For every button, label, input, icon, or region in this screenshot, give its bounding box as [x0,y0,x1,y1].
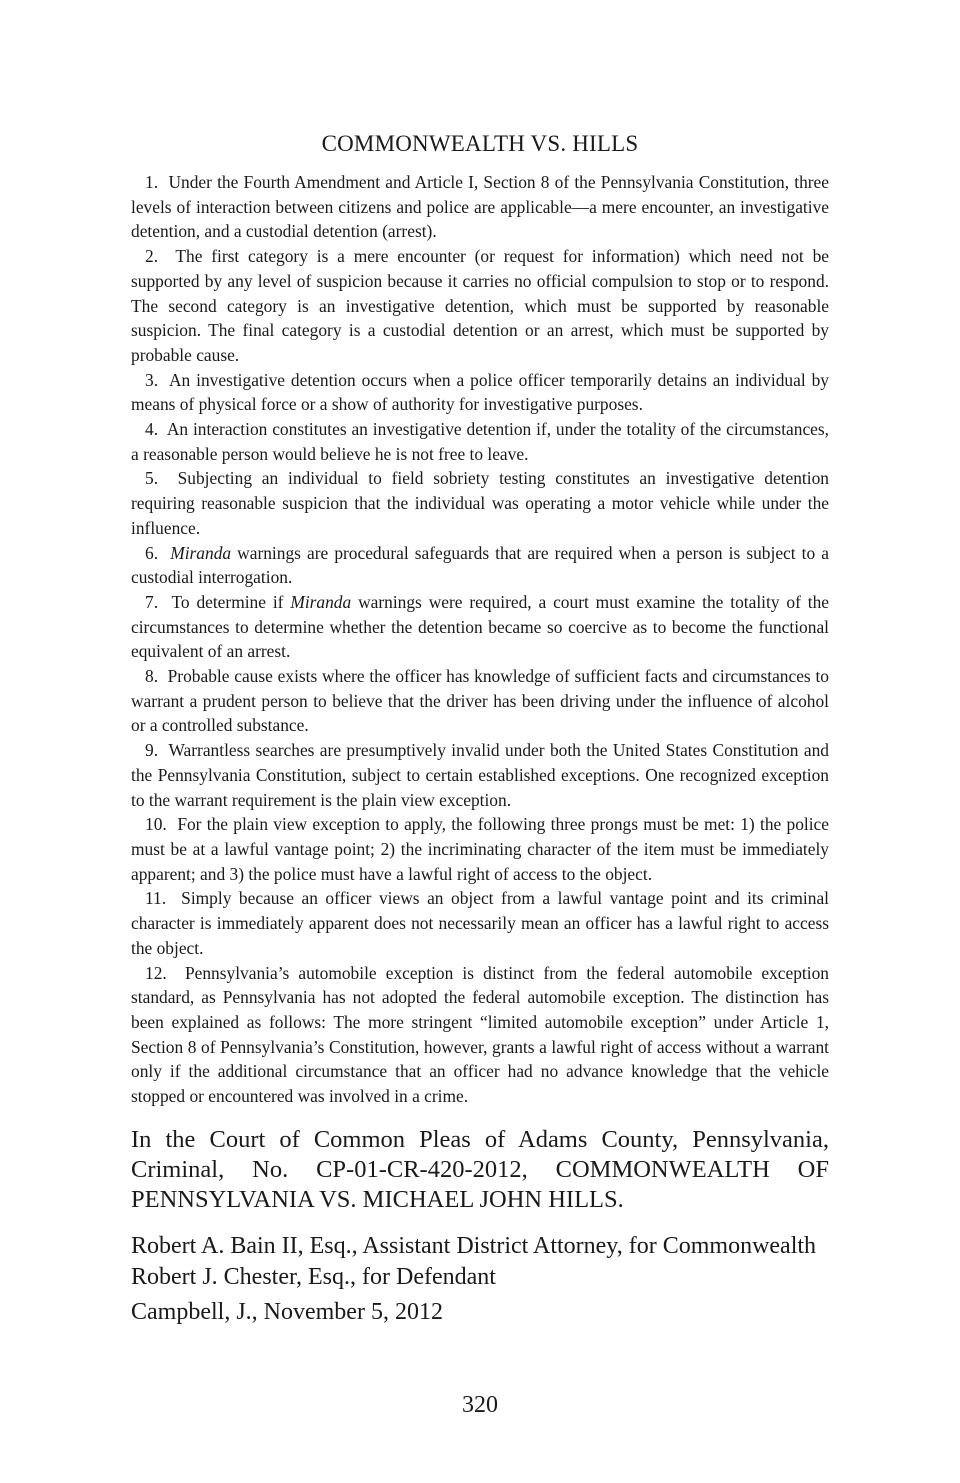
headnote [131,541,829,590]
headnote-text: warnings were required, a court must examine the totality of the circumstances to determine whether the detention became so coercive as to become the functional equivalent of an arrest. [131,591,829,662]
counsel-defendant: Robert J. Chester, Esq., for Defendant [131,1263,496,1290]
case-caption: In the Court of Common Pleas of Adams County, Pennsylvania, Criminal, No. CP-01-CR-420-2012, COMMONWEALTH OF PENNSYLVANIA VS. MICHAEL JOHN HILLS. [131,1125,829,1213]
headnote-number: 10. [145,814,167,835]
headnote-text: Pennsylvania’s automobile exception is distinct from the federal automobile exception standard, as Pennsylvania has not adopted the federal automobile exception. The distinction has been explained as follows: The more stringent “limited automobile exception” under Article 1, Section 8 of Pennsylvania’s Constitution, however, grants a lawful right of access without a warrant only if the additional circumstance that an officer had no advance knowledge that the vehicle stopped or encountered was involved in a crime. [131,962,829,1107]
headnote-text: To determine if [171,591,291,612]
headnote [131,244,829,368]
page-number: 320 [462,1392,498,1418]
headnote [131,812,829,886]
headnote-text: warnings are procedural safeguards that are required when a person is subject to a custodial interrogation. [131,542,829,588]
headnote [131,170,829,244]
headnote-text: Warrantless searches are presumptively invalid under both the United States Constitution and the Pennsylvania Constitution, subject to certain established exceptions. One recognized exception to the warrant requirement is the plain view exception. [131,740,829,810]
case-name-italic: Miranda [290,591,352,612]
headnote-text: Under the Fourth Amendment and Article I, Section 8 of the Pennsylvania Constitution, three levels of interaction between citizens and police are applicable—a mere encounter, an investigative detention, and a custodial detention (arrest). [131,172,829,242]
headnote-number: 6. [145,542,159,563]
counsel-block [131,1231,829,1293]
headnote [131,417,829,466]
headnote-number: 9. [145,740,159,761]
headnote-text: Probable cause exists where the officer has knowledge of sufficient facts and circumstances to warrant a prudent person to believe that the driver has been driving under the influence of alcohol or a controlled substance. [131,666,830,736]
case-name-italic: Miranda [170,542,232,563]
counsel-commonwealth: Robert A. Bain II, Esq., Assistant District Attorney, for Commonwealth [131,1232,817,1259]
document-page [131,128,829,1329]
headnote [131,368,829,417]
headnote-number: 1. [145,172,159,192]
headnote [131,590,829,664]
headnote-number: 12. [145,962,167,983]
headnote [131,466,829,540]
headnote-text: Simply because an officer views an object from a lawful vantage point and its criminal character is immediately apparent does not necessarily mean an officer has a lawful right to access the object. [131,888,829,958]
headnote-number: 11. [145,888,167,909]
headnote-text: An interaction constitutes an investigative detention if, under the totality of the circumstances, a reasonable person would believe he is not free to leave. [131,419,829,464]
headnote-number: 7. [145,591,159,612]
headnote-text: The first category is a mere encounter (or request for information) which need not be supported by any level of suspicion because it carries no official compulsion to stop or to respond. The second category is an investigative detention, which must be supported by reasonable suspicion. The final category is a custodial detention or an arrest, which must be supported by probable cause. [131,246,829,365]
headnote-number: 5. [145,468,159,489]
headnote-number: 8. [145,666,159,687]
headnote-number: 4. [145,419,159,440]
headnotes [131,170,829,1109]
headnote [131,738,829,812]
headnote [131,961,829,1109]
headnote-number: 2. [145,246,159,267]
running-head: COMMONWEALTH VS. HILLS [321,131,639,156]
judge-line: Campbell, J., November 5, 2012 [131,1298,443,1325]
headnote-text: For the plain view exception to apply, the following three prongs must be met: 1) the police must be at a lawful vantage point; 2) the incriminating character of the item must be immediately apparent; and 3) the police must have a lawful right of access to the object. [131,814,829,884]
headnote [131,664,829,738]
headnote-number: 3. [145,369,159,390]
headnote [131,886,829,960]
headnote-text: Subjecting an individual to field sobriety testing constitutes an investigative detention requiring reasonable suspicion that the individual was operating a motor vehicle while under the influence. [131,468,829,538]
headnote-text: An investigative detention occurs when a police officer temporarily detains an individual by means of physical force or a show of authority for investigative purposes. [131,369,829,415]
